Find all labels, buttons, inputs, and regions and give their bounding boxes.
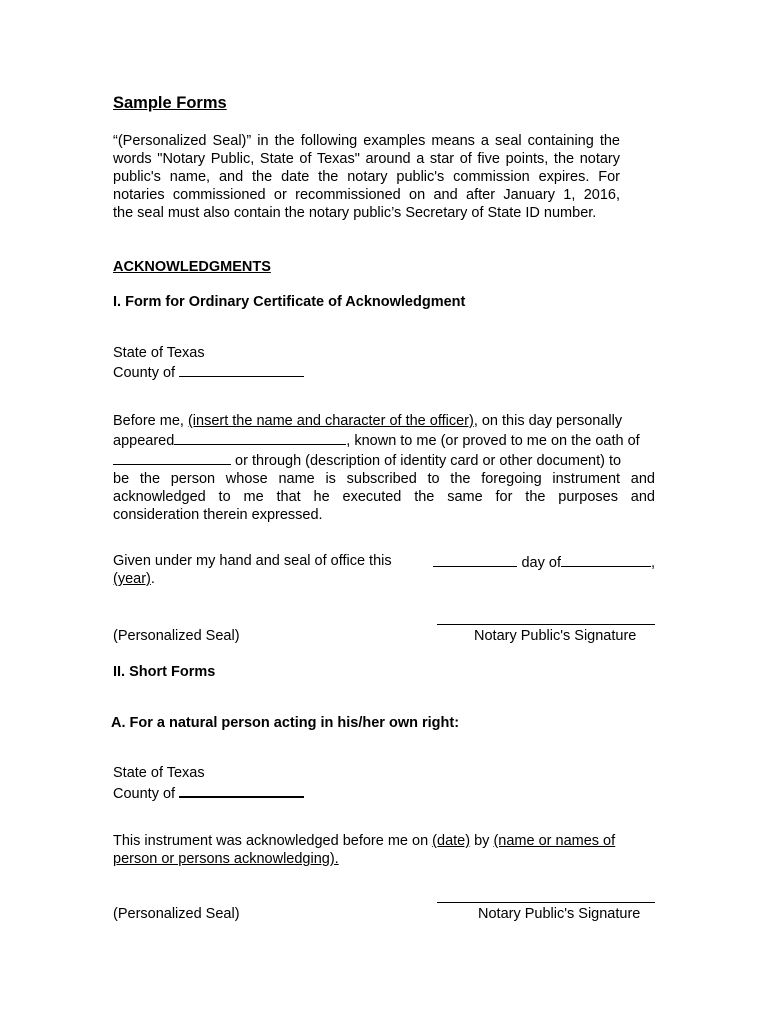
form1-seal: (Personalized Seal) [113, 628, 240, 644]
text: , known to me (or proved to me on the oath of [346, 433, 640, 449]
intro-line: public's name, and the date the notary public's commission expires. For [113, 169, 620, 185]
officer-placeholder: (insert the name and character of the officer) [187, 413, 474, 429]
form2-heading: II. Short Forms [113, 664, 216, 680]
intro-line: the seal must also contain the notary public’s Secretary of State ID number. [113, 205, 597, 221]
signature-line[interactable] [437, 624, 655, 625]
form1-county-line [113, 362, 304, 382]
day-blank-field[interactable] [433, 552, 517, 567]
form2-seal: (Personalized Seal) [113, 906, 240, 922]
form2-subheading: A. For a natural person acting in his/her own right: [111, 715, 460, 731]
text: , [650, 555, 655, 571]
form2-paragraph-line1 [113, 832, 615, 850]
date-placeholder: (date) [432, 833, 471, 849]
form2-signature-label: Notary Public's Signature [478, 906, 641, 922]
form2-paragraph-line2: person or persons acknowledging). [113, 851, 339, 867]
acknowledgments-heading: ACKNOWLEDGMENTS [113, 259, 271, 275]
form1-signature-label: Notary Public's Signature [474, 628, 637, 644]
month-blank-field[interactable] [561, 552, 651, 567]
county-blank-field[interactable] [179, 782, 304, 798]
form1-state: State of Texas [113, 345, 205, 361]
intro-line: “(Personalized Seal)” in the following examples means a seal containing the [113, 133, 620, 149]
text: This instrument was acknowledged before me on [113, 833, 429, 849]
intro-line: words "Notary Public, State of Texas" around a star of five points, the notary [113, 151, 620, 167]
form1-given-line [113, 552, 655, 572]
oath-blank-field[interactable] [113, 450, 231, 465]
form1-year-line [113, 570, 155, 588]
form1-county-label: County of [113, 365, 176, 381]
text: or through (description of identity card or other document) to [235, 453, 622, 469]
text: Before me, [113, 413, 184, 429]
year-placeholder: (year) [113, 571, 151, 587]
form1-p-line: be the person whose name is subscribed to the foregoing instrument and [113, 471, 655, 487]
text: . [150, 571, 155, 587]
form2-county-line [113, 782, 304, 803]
form1-p-line: consideration therein expressed. [113, 507, 323, 523]
form2-state: State of Texas [113, 765, 205, 781]
intro-paragraph [113, 132, 620, 222]
form1-p-line: acknowledged to me that he executed the same for the purposes and [113, 489, 655, 505]
text: Given under my hand and seal of office this [113, 553, 392, 569]
form1-p-line [113, 430, 655, 450]
text: day of [521, 555, 561, 571]
form1-heading: I. Form for Ordinary Certificate of Acknowledgment [113, 294, 466, 310]
page-title: Sample Forms [113, 94, 227, 112]
form2-county-label: County of [113, 786, 176, 802]
form1-p-line [113, 412, 655, 430]
signature-line[interactable] [437, 902, 655, 903]
text: appeared [113, 433, 175, 449]
intro-line: notaries commissioned or recommissioned on and after January 1, 2016, [113, 187, 620, 203]
text: , on this day personally [473, 413, 623, 429]
form1-p-line [113, 450, 655, 470]
appeared-blank-field[interactable] [174, 430, 346, 445]
text: by [474, 833, 490, 849]
county-blank-field[interactable] [179, 362, 304, 377]
form1-paragraph [113, 412, 655, 524]
names-placeholder: (name or names of [493, 833, 616, 849]
